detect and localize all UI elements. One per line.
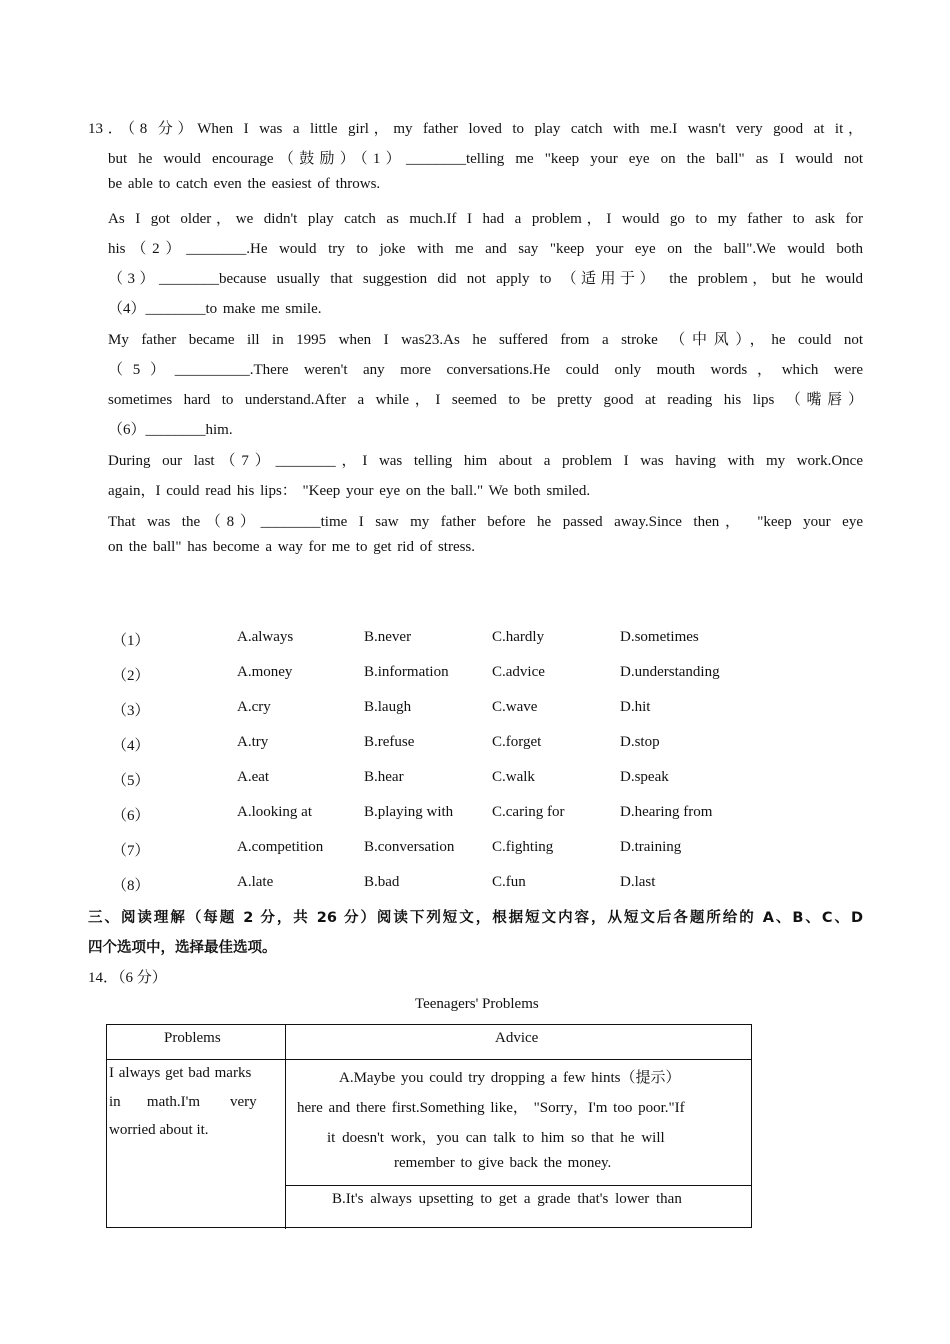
q13-line-3: As I got older，we didn't play catch as much.If I had a problem，I would go to my father to ask for — [108, 211, 863, 227]
option-c[interactable]: C.forget — [492, 734, 542, 750]
option-d[interactable]: D.sometimes — [620, 629, 699, 645]
advice-a-line-2: here and there first.Something like， "Sorry，I'm too poor."If — [297, 1100, 685, 1116]
problems-table — [106, 1024, 752, 1228]
option-number: （2） — [112, 668, 150, 684]
advice-b-line-1: B.It's always upsetting to get a grade that's lower than — [332, 1191, 682, 1207]
q13-line-13: That was the（8）________time I saw my father before he passed away.Since then， "keep your eye — [108, 514, 863, 530]
section-3-heading: 三、阅读理解（每题 2 分，共 26 分）阅读下列短文，根据短文内容，从短文后各题所给的 A、B、C、D — [88, 910, 863, 926]
option-b[interactable]: B.hear — [364, 769, 404, 785]
option-row-1 — [0, 629, 950, 651]
q13-line-7: My father became ill in 1995 when I was23.As he suffered from a stroke （中风），he could not — [108, 332, 863, 348]
q13-line-2: be able to catch even the easiest of throws. — [108, 176, 381, 192]
table-header-divider — [107, 1059, 751, 1060]
option-number: （8） — [112, 878, 150, 894]
option-a[interactable]: A.competition — [237, 839, 324, 855]
option-number: （4） — [112, 738, 150, 754]
option-row-2 — [0, 664, 950, 686]
advice-a-line-1: A.Maybe you could try dropping a few hints（提示） — [339, 1070, 681, 1086]
option-c[interactable]: C.walk — [492, 769, 535, 785]
option-d[interactable]: D.hit — [620, 699, 651, 715]
option-d[interactable]: D.last — [620, 874, 656, 890]
option-b[interactable]: B.playing with — [364, 804, 454, 820]
q13-line-9: sometimes hard to understand.After a while，I seemed to be pretty good at reading his lips （嘴唇） — [108, 392, 863, 408]
option-a[interactable]: A.try — [237, 734, 269, 750]
option-row-4 — [0, 734, 950, 756]
q13-line-5: （3）________because usually that suggestion did not apply to （适用于） the problem，but he would — [108, 271, 863, 287]
option-c[interactable]: C.hardly — [492, 629, 545, 645]
option-a[interactable]: A.late — [237, 874, 274, 890]
option-a[interactable]: A.money — [237, 664, 293, 680]
option-c[interactable]: C.caring for — [492, 804, 565, 820]
option-row-7 — [0, 839, 950, 861]
problem-text-line-1: I always get bad marks — [109, 1065, 252, 1081]
option-c[interactable]: C.fun — [492, 874, 526, 890]
option-b[interactable]: B.refuse — [364, 734, 415, 750]
problem-text-line-2: in math.I'm very — [109, 1094, 257, 1110]
column-header-problems: Problems — [164, 1030, 221, 1046]
q13-header: 13．（8 分）When I was a little girl，my father loved to play catch with me.I wasn't very good at it， — [88, 121, 863, 137]
q13-line-11: During our last（7）________，I was telling him about a problem I was having with my work.Once — [108, 453, 863, 469]
q14-title: Teenagers' Problems — [415, 996, 539, 1012]
option-row-6 — [0, 804, 950, 826]
q13-line-12: again，I could read his lips： "Keep your eye on the ball." We both smiled. — [108, 483, 591, 499]
option-d[interactable]: D.stop — [620, 734, 660, 750]
option-a[interactable]: A.always — [237, 629, 294, 645]
option-number: （5） — [112, 773, 150, 789]
table-advice-divider — [286, 1185, 751, 1186]
option-c[interactable]: C.advice — [492, 664, 545, 680]
advice-a-line-3: it doesn't work，you can talk to him so that he will — [327, 1130, 665, 1146]
option-number: （6） — [112, 808, 150, 824]
q13-line-4: his（2）________.He would try to joke with me and say "keep your eye on the ball".We would both — [108, 241, 863, 257]
option-d[interactable]: D.speak — [620, 769, 669, 785]
option-c[interactable]: C.wave — [492, 699, 538, 715]
option-a[interactable]: A.looking at — [237, 804, 312, 820]
q13-line-14: on the ball" has become a way for me to get rid of stress. — [108, 539, 476, 555]
q13-line-6: （4）________to make me smile. — [108, 301, 322, 317]
option-c[interactable]: C.fighting — [492, 839, 554, 855]
section-3-heading-line-2: 四个选项中，选择最佳选项。 — [88, 940, 277, 956]
option-number: （3） — [112, 703, 150, 719]
option-d[interactable]: D.understanding — [620, 664, 720, 680]
q13-line-10: （6）________him. — [108, 422, 233, 438]
q14-header: 14．（6 分） — [88, 970, 167, 986]
q13-line-1: but he would encourage（鼓励）（1）________telling me "keep your eye on the ball" as I would not — [108, 151, 863, 167]
option-row-3 — [0, 699, 950, 721]
column-header-advice: Advice — [495, 1030, 539, 1046]
table-column-divider — [285, 1025, 286, 1229]
option-b[interactable]: B.conversation — [364, 839, 455, 855]
option-b[interactable]: B.information — [364, 664, 449, 680]
option-number: （7） — [112, 843, 150, 859]
option-number: （1） — [112, 633, 150, 649]
option-d[interactable]: D.hearing from — [620, 804, 713, 820]
option-row-8 — [0, 874, 950, 896]
advice-a-line-4: remember to give back the money. — [394, 1155, 612, 1171]
option-a[interactable]: A.cry — [237, 699, 271, 715]
option-b[interactable]: B.laugh — [364, 699, 412, 715]
option-b[interactable]: B.never — [364, 629, 412, 645]
option-d[interactable]: D.training — [620, 839, 682, 855]
problem-text-line-3: worried about it. — [109, 1122, 209, 1138]
option-b[interactable]: B.bad — [364, 874, 400, 890]
option-row-5 — [0, 769, 950, 791]
option-a[interactable]: A.eat — [237, 769, 270, 785]
q13-line-8: （5）__________.There weren't any more conversations.He could only mouth words，which were — [108, 362, 863, 378]
